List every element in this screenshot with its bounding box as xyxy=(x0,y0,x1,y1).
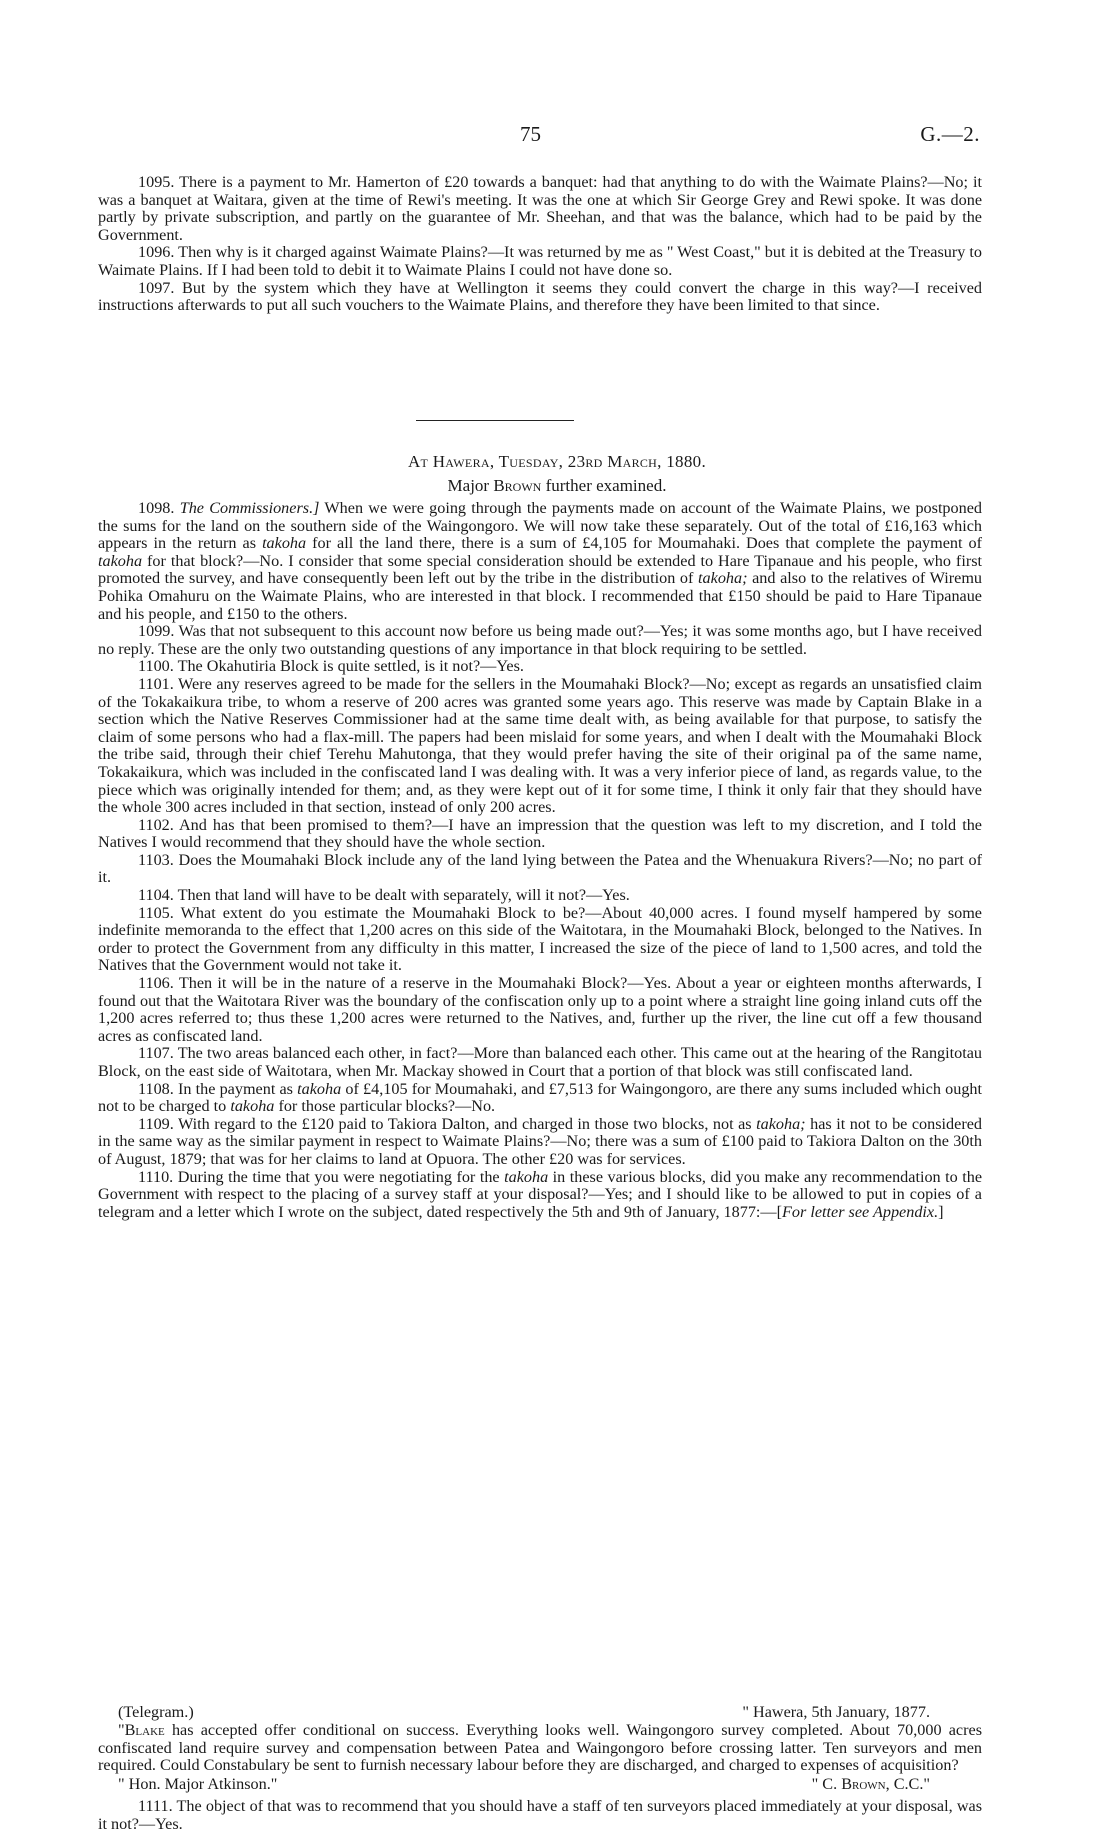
question-1105: 1105. What extent do you estimate the Moumahaki Block to be?—About 40,000 acres. I found myself hampered by some indefinite memoranda to the effect that 1,200 acres on this side of the Waitotara, in the Moumahaki Block, belonged to the Natives. In order to protect the Government from any difficulty in this matter, I increased the size of the piece of land to 1,500 acres, and told the Natives that the Government would not take it. xyxy=(98,903,982,975)
signature-prefix: " C. xyxy=(811,1775,838,1793)
text-segment: in these various blocks, did you make any recommendation to the Government with respect to the placing of a survey staff at your disposal?—Yes; and I should like to be allowed to put in copies of a telegram and a letter which I wrote on the subject, dated respectively the 5th and 9th of January, 1877:—[ xyxy=(98,1167,983,1221)
telegram-signature xyxy=(812,1776,930,1794)
appendix-reference: For letter see Appendix. xyxy=(782,1202,939,1221)
text-segment: for those particular blocks?—No. xyxy=(278,1097,496,1116)
text-segment: 1110. During the time that you were negotiating for the xyxy=(138,1167,500,1186)
text-segment: 1108. In the payment as xyxy=(138,1079,293,1098)
text-segment: has it not to be considered in the same way as the similar payment in respect to Waimate Plains?—No; there was a sum of £100 paid to Takiora Dalton on the 30th of August, 1879; that was for her claims to land at Opuora. The other £20 was for services. xyxy=(98,1114,982,1168)
italic-term: takoha xyxy=(262,534,307,553)
telegram-sender: Blake xyxy=(124,1721,165,1739)
text-segment: for that block?—No. I consider that some special consideration should be extended to Hare Tipanaue and his people, who first promoted the survey, and have consequently been left out by the tribe in the distribution of xyxy=(98,551,983,588)
question-1108 xyxy=(98,1081,982,1116)
page-number: 75 xyxy=(520,122,541,146)
open-quote: " xyxy=(118,1721,125,1739)
telegram-message: has accepted offer conditional on success. Everything looks well. Waingongoro survey completed. About 70,000 acres confiscated land require survey and compensation between Patea and Waingongoro before crossing latter. Ten surveyors and men required. Could Constabulary be sent to furnish necessary labour before they are discharged, and charged to expenses of acquisition? xyxy=(98,1721,982,1775)
sitting-heading: At Hawera, Tuesday, 23rd March, 1880. xyxy=(407,452,707,471)
italic-term: takoha xyxy=(504,1167,549,1186)
witness-name: Brown xyxy=(493,476,542,495)
text-segment: 1109. With regard to the £120 paid to Takiora Dalton, and charged in those two blocks, not as xyxy=(138,1114,752,1133)
telegram-text xyxy=(98,1722,982,1775)
question-1095: 1095. There is a payment to Mr. Hamerton of £20 towards a banquet: had that anything to do with the Waimate Plains?—No; it was a banquet at Waitara, given at the time of Rewi's meeting. It was the one at which Sir George Grey and Rewi spoke. It was done partly by private subscription, and partly on the guarantee of Mr. Sheehan, and that was the balance, which had to be paid by the Government. xyxy=(98,173,982,244)
telegram-body xyxy=(98,1722,982,1775)
text-segment: ] xyxy=(938,1202,944,1221)
telegram-dateline: " Hawera, 5th January, 1877. xyxy=(742,1703,930,1721)
question-1103: 1103. Does the Moumahaki Block include any of the land lying between the Patea and the Whenuakura Rivers?—No; no part of it. xyxy=(98,850,982,887)
speaker-label: The Commissioners.] xyxy=(179,499,320,517)
section-divider xyxy=(416,420,574,421)
question-1097: 1097. But by the system which they have at Wellington it seems they could convert the charge in this way?—I received instructions afterwards to put all such vouchers to the Waimate Plains, and therefore they have been limited to that since. xyxy=(98,278,982,315)
question-1098 xyxy=(98,500,982,623)
question-1104: 1104. Then that land will have to be dealt with separately, will it not?—Yes. xyxy=(138,886,630,905)
question-1111: 1111. The object of that was to recommend that you should have a staff of ten surveyors placed immediately at your disposal, was it not?—Yes. xyxy=(98,1797,982,1833)
question-1099: 1099. Was that not subsequent to this account now before us being made out?—Yes; it was some months ago, but I have received no reply. These are the only two outstanding questions of any importance in that block requiring to be settled. xyxy=(98,622,982,658)
question-1110 xyxy=(98,1169,982,1222)
italic-term: takoha xyxy=(98,551,143,570)
final-question xyxy=(98,1798,982,1833)
main-questions xyxy=(98,500,982,1221)
witness-prefix: Major xyxy=(447,476,490,495)
question-1107: 1107. The two areas balanced each other, in fact?—More than balanced each other. This came out at the hearing of the Rangitotau Block, on the east side of Waitotara, when Mr. Mackay showed in Court that a portion of that block was still confiscated land. xyxy=(98,1044,982,1080)
telegram-addressee: " Hon. Major Atkinson." xyxy=(118,1775,278,1793)
witness-suffix: further examined. xyxy=(545,476,667,495)
italic-term: takoha; xyxy=(756,1114,806,1133)
page-header xyxy=(0,122,1114,152)
text-segment: When we were going through the payments made on account of the Waimate Plains, we postponed the sums for the land on the southern side of the Waingongoro. We will now take these separately. Out of the total of £16,163 which appears in the return as xyxy=(98,499,982,553)
question-1101: 1101. Were any reserves agreed to be made for the sellers in the Moumahaki Block?—No; except as regards an unsatisfied claim of the Tokakaikura tribe, to whom a reserve of 200 acres was granted some years ago. This reserve was made by Captain Blake in a section which the Native Reserves Commissioner had at the same time dealt with, as being available for that purpose, to satisfy the claim of some persons who had a flax-mill. The papers had been mislaid for some years, and when I dealt with the Moumahaki Block the tribe said, through their chief Terehu Mahutonga, that they would prefer having the site of their original pa of the same name, Tokakaikura, which was included in the confiscated land I was dealing with. It was a very inferior piece of land, as regards value, to the piece which was originally intended for them; and, as they were kept out of it for some time, I think it only fair that they should have the whole 300 acres included in that section, instead of only 200 acres. xyxy=(98,674,982,817)
text-segment: of £4,105 for Moumahaki, and £7,513 for Waingongoro, are there any sums included which ought not to be charged to xyxy=(98,1079,982,1116)
question-1106: 1106. Then it will be in the nature of a reserve in the Moumahaki Block?—Yes. About a year or eighteen months afterwards, I found out that the Waitotara River was the boundary of the confiscation only up to a point where a straight line going inland cuts off the 1,200 acres referred to; thus these 1,200 acres were returned to the Natives, and, further up the river, the line cut off a few thousand acres as confiscated land. xyxy=(98,974,982,1045)
italic-term: takoha xyxy=(297,1079,342,1098)
question-1102: 1102. And has that been promised to them?—I have an impression that the question was left to my discretion, and I told the Natives I would recommend that they should have the whole section. xyxy=(98,815,982,852)
signature-name: Brown xyxy=(841,1775,886,1793)
witness-line xyxy=(0,476,1114,496)
telegram-label: (Telegram.) xyxy=(118,1703,194,1721)
signature-suffix: , C.C." xyxy=(885,1775,930,1793)
question-1109 xyxy=(98,1116,982,1169)
italic-term: takoha; xyxy=(698,569,748,588)
italic-term: takoha xyxy=(230,1097,275,1116)
top-questions xyxy=(98,174,982,315)
question-number: 1098. xyxy=(138,499,175,517)
text-segment: and also to the relatives of Wiremu Pohika Omahuru on the Waimate Plains, who are interested in that block. I recommended that £150 should be paid to Hare Tipanaue and his people, and £150 to the others. xyxy=(98,569,983,623)
document-reference: G.—2. xyxy=(920,122,980,146)
question-1100: 1100. The Okahutiria Block is quite settled, is it not?—Yes. xyxy=(138,657,524,676)
question-1096: 1096. Then why is it charged against Waimate Plains?—It was returned by me as " West Coast," but it is debited at the Treasury to Waimate Plains. If I had been told to debit it to Waimate Plains I could not have done so. xyxy=(98,243,982,279)
text-segment: for all the land there, there is a sum of £4,105 for Moumahaki. Does that complete the payment of xyxy=(312,534,983,553)
